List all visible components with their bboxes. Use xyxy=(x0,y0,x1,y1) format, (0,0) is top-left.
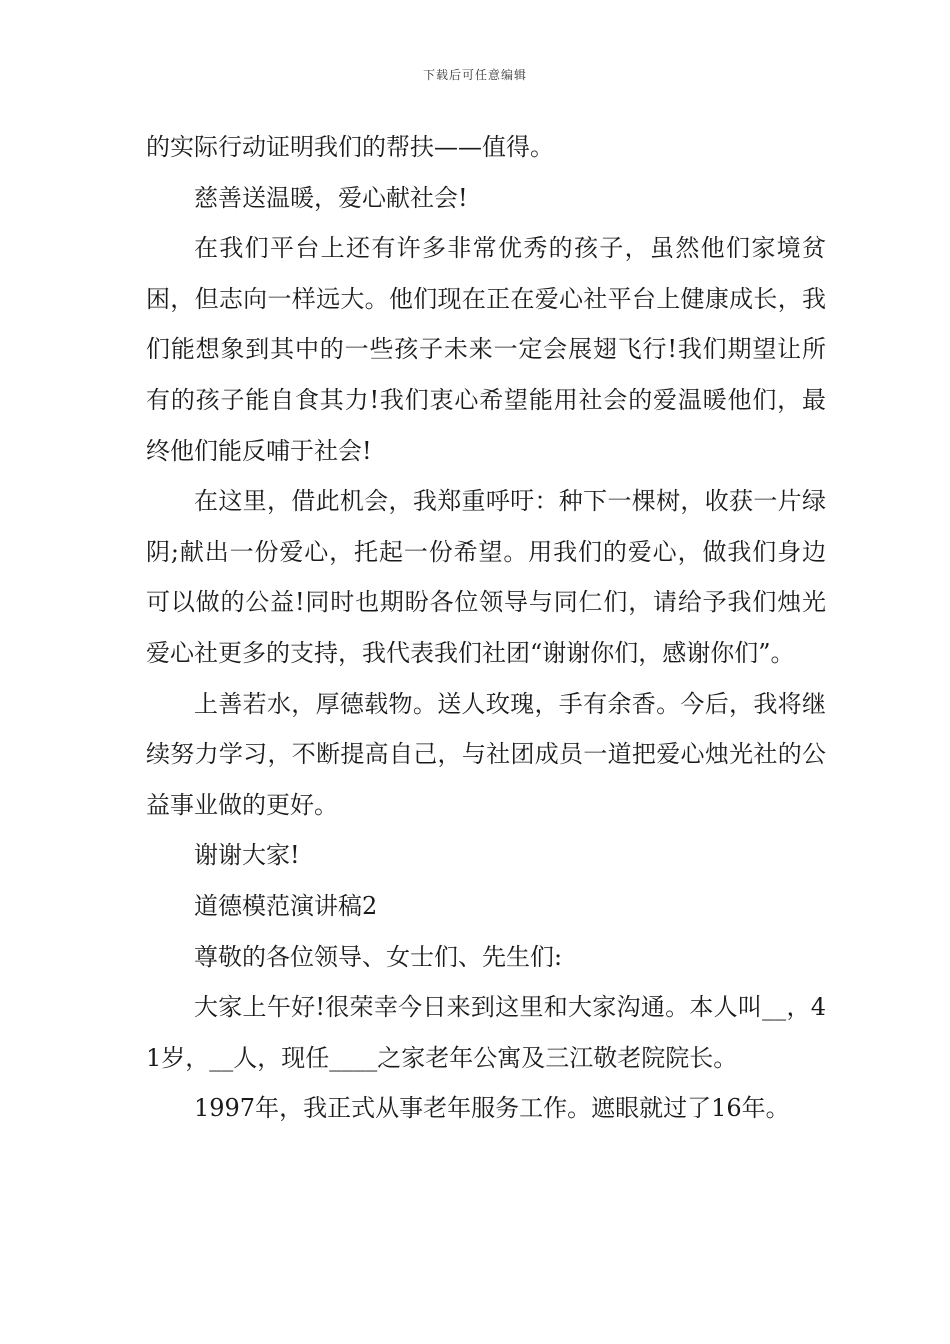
document-body xyxy=(146,122,826,1134)
paragraph-2: 慈善送温暖，爱心献社会! xyxy=(194,183,468,212)
paragraph-9: 大家上午好!很荣幸今日来到这里和大家沟通。本人叫__，41岁，__人，现任____之家老年公寓及三江敬老院院长。 xyxy=(146,993,826,1072)
paragraph-6: 谢谢大家! xyxy=(194,841,300,870)
salutation: 尊敬的各位领导、女士们、先生们: xyxy=(194,942,563,971)
page-header: 下载后可任意编辑 xyxy=(422,68,527,82)
paragraph-3: 在我们平台上还有许多非常优秀的孩子，虽然他们家境贫困，但志向一样远大。他们现在正在爱心社平台上健康成长，我们能想象到其中的一些孩子未来一定会展翅飞行!我们期望让所有的孩子能自食其力!我们衷心希望能用社会的爱温暖他们，最终他们能反哺于社会! xyxy=(146,234,826,465)
paragraph-10: 1997年，我正式从事老年服务工作。遮眼就过了16年。 xyxy=(194,1094,790,1123)
paragraph-5: 上善若水，厚德载物。送人玫瑰，手有余香。今后，我将继续努力学习，不断提高自己，与社团成员一道把爱心烛光社的公益事业做的更好。 xyxy=(146,689,826,819)
section-title: 道德模范演讲稿2 xyxy=(194,891,378,920)
paragraph-1: 的实际行动证明我们的帮扶——值得。 xyxy=(146,133,554,161)
paragraph-4: 在这里，借此机会，我郑重呼吁：种下一棵树，收获一片绿阴;献出一份爱心，托起一份希望。用我们的爱心，做我们身边可以做的公益!同时也期盼各位领导与同仁们，请给予我们烛光爱心社更多的支持，我代表我们社团“谢谢你们，感谢你们”。 xyxy=(146,487,826,667)
